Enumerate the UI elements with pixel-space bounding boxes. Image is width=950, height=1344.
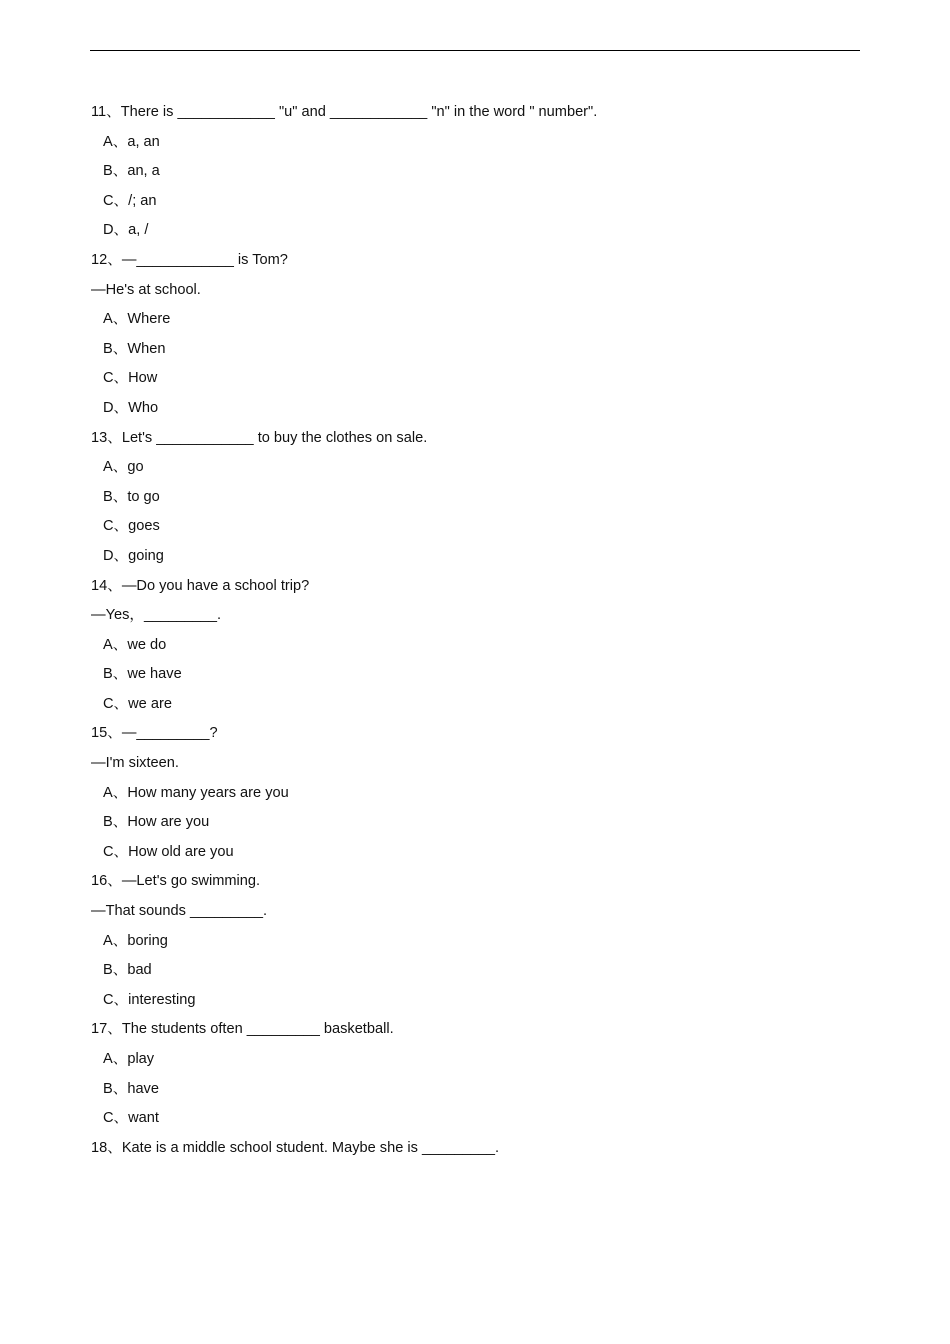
dialogue-response: —That sounds _________. (91, 903, 268, 920)
option-c: C、want (103, 1110, 159, 1127)
option-d: D、a, / (103, 222, 149, 239)
question-stem: 18、Kate is a middle school student. Maybe she is _________. (91, 1139, 500, 1156)
dialogue-response: —I'm sixteen. (91, 755, 179, 772)
option-c: C、interesting (103, 991, 196, 1008)
question-stem: 17、The students often _________ basketball. (91, 1021, 394, 1038)
question-stem: 14、—Do you have a school trip? (91, 577, 310, 594)
option-c: C、How (103, 370, 158, 387)
dialogue-response: —He's at school. (91, 281, 201, 298)
question-list (91, 98, 861, 1163)
question-stem: 12、—____________ is Tom? (91, 251, 288, 268)
option-a: A、go (103, 459, 144, 476)
option-a: A、a, an (103, 133, 160, 150)
option-c: C、How old are you (103, 843, 234, 860)
option-a: A、we do (103, 636, 167, 653)
option-b: B、we have (103, 666, 182, 683)
option-b: B、to go (103, 488, 160, 505)
question-stem: 15、—_________? (91, 725, 218, 742)
option-b: B、have (103, 1080, 159, 1097)
question-15 (91, 719, 861, 867)
question-stem: 11、There is ____________ "u" and ____________ "n" in the word " number". (91, 104, 598, 120)
question-17 (91, 1015, 861, 1133)
header-rule (90, 50, 860, 51)
option-a: A、Where (103, 311, 171, 328)
question-13 (91, 424, 861, 572)
option-b: B、an, a (103, 163, 160, 180)
question-stem: 13、Let's ____________ to buy the clothes on sale. (91, 429, 428, 446)
question-11 (91, 98, 861, 246)
question-stem: 16、—Let's go swimming. (91, 873, 261, 890)
option-d: D、going (103, 547, 164, 564)
option-d: D、Who (103, 399, 159, 416)
option-a: A、play (103, 1051, 155, 1067)
option-a: A、How many years are you (103, 784, 289, 801)
question-14 (91, 572, 861, 720)
question-16 (91, 867, 861, 1015)
dialogue-response: —Yes，_________. (91, 607, 222, 624)
option-b: B、When (103, 340, 166, 357)
option-b: B、How are you (103, 814, 210, 831)
option-c: C、/; an (103, 192, 157, 209)
question-18 (91, 1134, 861, 1164)
question-12 (91, 246, 861, 424)
option-c: C、goes (103, 518, 160, 535)
option-a: A、boring (103, 932, 168, 949)
option-b: B、bad (103, 962, 152, 979)
option-c: C、we are (103, 695, 172, 712)
